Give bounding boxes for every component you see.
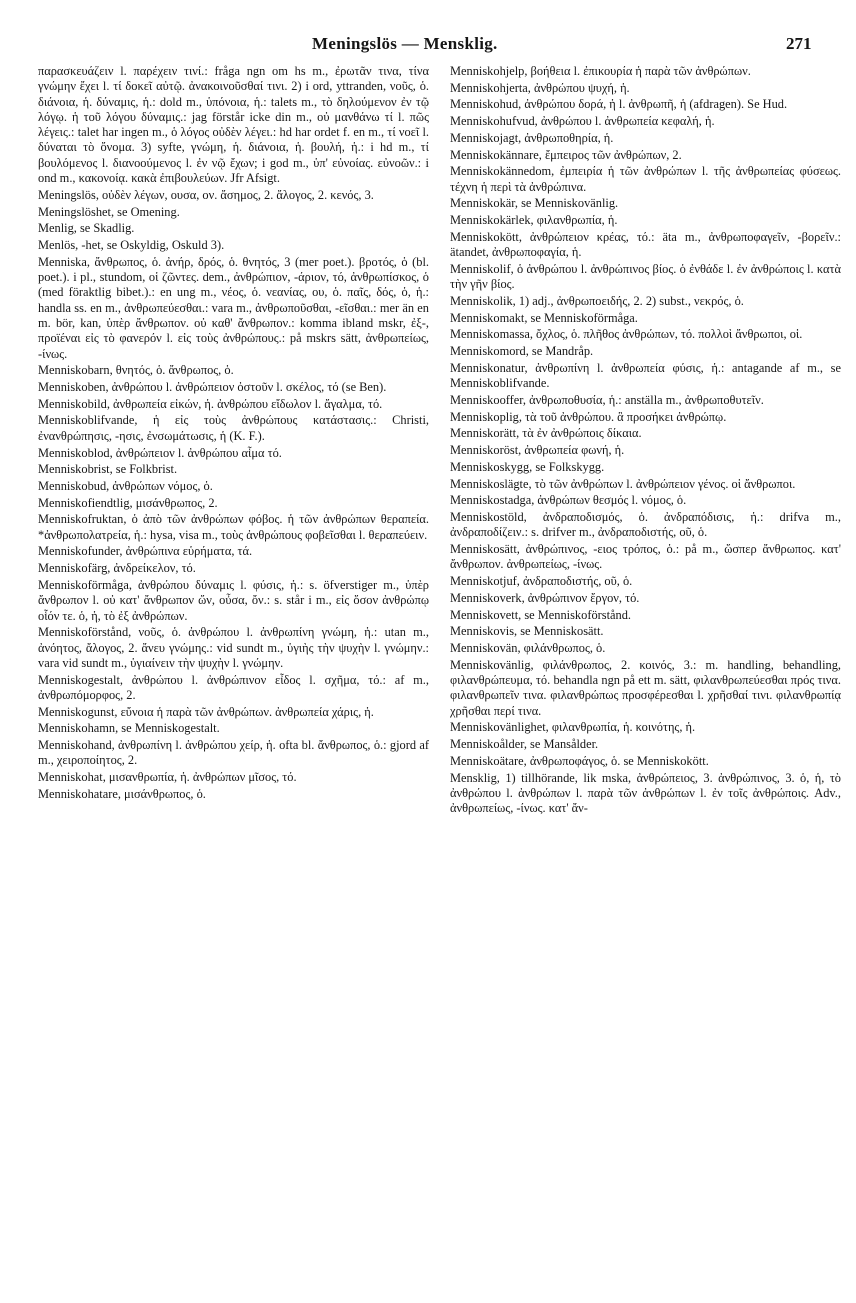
running-title: Meningslös — Mensklig. [312,34,498,53]
dictionary-entry: Menniskolik, 1) adj., ἀνθρωποειδής, 2. 2) subst., νεκρός, ὁ. [450,293,744,308]
dictionary-entry: Menniskohand, ἀνθρωπίνη l. ἀνθρώπου χείρ, ἡ. ofta bl. ἄνθρωπος, ὁ.: gjord af m., χειροποίητος, 2. [38,738,429,768]
dictionary-entry: Menniskohatare, μισάνθρωπος, ὁ. [38,786,206,801]
dictionary-entry: Menniskofruktan, ὁ ἀπὸ τῶν ἀνθρώπων φόβος. ἡ τῶν ἀνθρώπων θεραπεία. *ἀνθρωπολατρεία, ἡ.: hysa, visa m., τοὺς ἀνθρώπους φοβεῖσθαι l. θεραπεύειν. [38,512,429,542]
dictionary-entry: Menniskoplig, τὰ τοῦ ἀνθρώπου. ἃ προσήκει ἀνθρώπῳ. [450,409,727,424]
dictionary-entry: Menniskovis, se Menniskosätt. [450,624,604,639]
dictionary-entry: Mensklig, 1) tillhörande, lik mska, ἀνθρώπειος, 3. ἀνθρώπινος, 3. ὁ, ἡ, τὸ ἀνθρώπου l. ἀνθρώπων l. παρὰ τῶν ἀνθρώπων l. ἐν τοῖς ἀνθρώποις. Adv., ἀνθρωπείως, -ίνως. κατ' ἄν- [450,770,841,816]
dictionary-entry: Menniskofiendtlig, μισάνθρωπος, 2. [38,495,218,510]
dictionary-entry: Menniskoblod, ἀνθρώπειον l. ἀνθρώπου αἷμα τό. [38,445,282,460]
dictionary-entry: Menniskomord, se Mandråp. [450,344,594,359]
dictionary-entry: Menniskojagt, ἀνθρωποθηρία, ἡ. [450,130,614,145]
dictionary-entry: Menniskokännedom, ἐμπειρία ἡ τῶν ἀνθρώπων l. τῆς ἀνθρωπείας φύσεως. τέχνη ἡ περὶ τὰ ἀνθρώπινα. [450,164,841,194]
dictionary-entry: Menniskokännare, ἔμπειρος τῶν ἀνθρώπων, 2. [450,147,682,162]
dictionary-entry: Menniskogestalt, ἀνθρώπου l. ἀνθρώπινον εἶδος l. σχῆμα, τό.: af m., ἀνθρωπόμορφος, 2. [38,672,429,702]
dictionary-entry: Menniskovett, se Menniskoförstånd. [450,607,632,622]
dictionary-entry: Menniskohufvud, ἀνθρώπου l. ἀνθρωπεία κεφαλή, ἡ. [450,114,715,129]
dictionary-entry: Menniskomakt, se Menniskoförmåga. [450,310,638,325]
dictionary-entry: Menniskokär, se Menniskovänlig. [450,196,619,211]
dictionary-entry: Menniskovänlig, φιλάνθρωπος, 2. κοινός, 3.: m. handling, behandling, φιλανθρώπευμα, τό. behandla ngn på ett m. sätt, φιλανθρωπεύεσθαι πρός τινα. φιλανθρωπεῖν τινα. φιλανθρώπως προσφέρεσθαι l. χρῆσθαί τινι. φιλανθρωπίᾳ χρῆσθαι περί τινα. [450,657,841,718]
dictionary-entry: Menniskoblifvande, ἡ εἰς τοὺς ἀνθρώπους κατάστασις.: Christi, ἐνανθρώπησις, -ησις, ἐνσωμάτωσις, ἡ (K. F.). [38,413,429,443]
dictionary-entry: Menniskohjelp, βοήθεια l. ἐπικουρία ἡ παρὰ τῶν ἀνθρώπων. [450,64,751,78]
dictionary-entry: Menniskokärlek, φιλανθρωπία, ἡ. [450,213,618,228]
dictionary-entry: Menniskotjuf, ἀνδραποδιστής, οῦ, ὁ. [450,574,633,589]
dictionary-entry: Menniska, ἄνθρωπος, ὁ. ἀνήρ, δρός, ὁ. θνητός, 3 (mer poet.). βροτός, ὁ (bl. poet.). i pl., stundom, οἱ ζῶντες. dem., ἀνθρώπιον, -άριον, τό, ἀνθρωπίσκος, ὁ (med föraktlig bibet.).: en ung m., νέος, ὁ. νεανίας, ου, ὁ. παῖς, δός, ὁ, ἡ.: handla ss. en m., ἀνθρωπεύεσθαι.: vara m., ἀνθρωποῦσθαι, -εῖσθαι.: mer än en m. bör, kan, ὑπὲρ ἄνθρωπον. οὐ καθ' ἄνθρωπον.: komma ibland mskr, ἐξ-, προϊέναι εἰς τὸ φανερόν l. εἰς τοὺς ἀνθρώπους.: på mskrs sätt, ἀνθρωπείως, -ίνως. [38,254,429,361]
dictionary-entry: Menniskoskygg, se Folkskygg. [450,459,605,474]
dictionary-entry: Menniskonatur, ἀνθρωπίνη l. ἀνθρωπεία φύσις, ἡ.: antagande af m., se Menniskoblifvande. [450,360,841,391]
dictionary-entry: Menniskosätt, ἀνθρώπινος, -ειος τρόπος, ὁ.: på m., ὥσπερ ἄνθρωπος. κατ' ἄνθρωπον. ἀνθρωπείως, -ίνως. [450,542,841,572]
dictionary-entry: Menniskovän, φιλάνθρωπος, ὁ. [450,641,606,656]
dictionary-entry: Menniskoslägte, τὸ τῶν ἀνθρώπων l. ἀνθρώπειον γένος. οἱ ἄνθρωποι. [450,476,796,491]
left-column [38,64,429,804]
dictionary-entry: Menniskoben, ἀνθρώπου l. ἀνθρώπειον ὀστοῦν l. σκέλος, τό (se Ben). [38,380,387,394]
dictionary-entry: Menniskoverk, ἀνθρώπινον ἔργον, τό. [450,590,640,605]
dictionary-entry: Menniskohat, μισανθρωπία, ἡ. ἀνθρώπων μῖσος, τό. [38,770,297,785]
dictionary-entry: Menniskobrist, se Folkbrist. [38,462,178,477]
page-number: 271 [786,34,812,53]
dictionary-entry: Meningslöshet, se Omening. [38,204,180,219]
dictionary-entry: Menniskofunder, ἀνθρώπινα εὑρήματα, τά. [38,544,253,559]
dictionary-entry: Menniskofärg, ἀνδρείκελον, τό. [38,561,196,576]
dictionary-entry: Menniskolif, ὁ ἀνθρώπου l. ἀνθρώπινος βίος. ὁ ἐνθάδε l. ἐν ἀνθρώποις l. κατὰ τὴν γῆν βίος. [450,261,841,292]
dictionary-entry: Menlig, se Skadlig. [38,221,135,236]
dictionary-entry: Menniskobild, ἀνθρωπεία εἰκών, ἡ. ἀνθρώπου εἴδωλον l. ἄγαλμα, τό. [38,396,383,411]
dictionary-entry: Menniskoålder, se Mansålder. [450,737,599,752]
dictionary-entry: Menniskogunst, εὔνοια ἡ παρὰ τῶν ἀνθρώπων. ἀνθρωπεία χάρις, ἡ. [38,704,374,719]
dictionary-entry: Menniskoförmåga, ἀνθρώπου δύναμις l. φύσις, ἡ.: s. öfverstiger m., ὑπὲρ ἄνθρωπον l. οὐ κατ' ἄνθρωπον ὤν, οὖσα, ὄν.: s. står i m., εἰς ὅσον ἀνθρώπῳ οἷόν τε. ὁ, ἡ, τὸ ἐξ ἀνθρώπων. [38,577,429,623]
dictionary-entry: Menniskooffer, ἀνθρωποθυσία, ἡ.: anställa m., ἀνθρωποθυτεῖν. [450,392,764,407]
dictionary-entry: Menniskoröst, ἀνθρωπεία φωνή, ἡ. [450,443,625,458]
dictionary-entry: Menniskomassa, ὄχλος, ὁ. πλῆθος ἀνθρώπων, τό. πολλοὶ ἄνθρωποι, οἱ. [450,327,803,342]
dictionary-entry: Menniskostadga, ἀνθρώπων θεσμός l. νόμος, ὁ. [450,493,687,508]
dictionary-entry: Menniskorätt, τὰ ἐν ἀνθρώποις δίκαια. [450,426,642,441]
dictionary-entry: Menniskobud, ἀνθρώπων νόμος, ὁ. [38,478,213,493]
dictionary-entry: Menniskokött, ἀνθρώπειον κρέας, τό.: äta m., ἀνθρωποφαγεῖν, -βορεῖν.: ätandet, ἀνθρωποφαγία, ἡ. [450,229,841,260]
dictionary-entry: Menniskohjerta, ἀνθρώπου ψυχή, ἡ. [450,80,630,95]
dictionary-entry: Menlös, -het, se Oskyldig, Oskuld 3). [38,238,225,253]
dictionary-entry: Menniskostöld, ἀνδραποδισμός, ὁ. ἀνδραπόδισις, ἡ.: drifva m., ἀνδραποδίζειν.: s. drifver m., ἀνδραποδιστής, οῦ, ὁ. [450,510,841,540]
right-column [450,64,841,818]
dictionary-entry: Menniskoförstånd, νοῦς, ὁ. ἀνθρώπου l. ἀνθρωπίνη γνώμη, ἡ.: utan m., ἀνόητος, ἄλογος, 2. ἄνευ γνώμης.: vid sundt m., ὑγιὴς τὴν ψυχὴν l. γνώμην.: vara vid sundt m., ὑγιαίνειν τὴν ψυχὴν l. γνώμην. [38,625,429,670]
dictionary-entry: Menniskobarn, θνητός, ὁ. ἄνθρωπος, ὁ. [38,363,234,378]
dictionary-entry: Menniskoätare, ἀνθρωποφάγος, ὁ. se Menniskokött. [450,753,709,768]
dictionary-entry: Menniskohamn, se Menniskogestalt. [38,721,220,736]
dictionary-entry: Menniskovänlighet, φιλανθρωπία, ἡ. κοινότης, ἡ. [450,720,696,735]
dictionary-entry: Meningslös, οὐδὲν λέγων, ουσα, ον. ἄσημος, 2. ἄλογος, 2. κενός, 3. [38,187,374,202]
dictionary-entry: παρασκευάζειν l. παρέχειν τινί.: fråga ngn om hs m., ἐρωτᾶν τινα, τίνα γνώμην ἔχει l. τί δοκεῖ αὐτῷ. ἀνακοινοῦσθαί τινι. 2) i ord, yttranden, νοῦς, ὁ. διάνοια, ἡ. δύναμις, ἡ.: dold m., ὑπόνοια, ἡ.: talets m., τὸ δηλούμενον ἐν τῷ λόγῳ. ἡ τοῦ λόγου δύναμις.: jag förstår icke din m., οὐ μανθάνω τί l. πῶς λέγεις.: talet har ingen m., ὁ λόγος οὐδὲν λέγει.: hd har ordet f. en m., τί νοεῖ l. δύναται τὸ ὄνομα. 3) syfte, γνώμη, ἡ. διάνοια, ἡ. βουλή, ἡ.: i hd m., τί βουλόμενος l. διανοούμενος l. ἐν νῷ ἔχων; i god m., ὑπ' εὐνοίας. εὐνοῶν.: i ond m., κακονοίᾳ. κακὰ ἐπιβουλεύων. Jfr Afsigt. [38,64,429,186]
dictionary-entry: Menniskohud, ἀνθρώπου δορά, ἡ l. ἀνθρωπῆ, ἡ (afdragen). Se Hud. [450,97,788,112]
